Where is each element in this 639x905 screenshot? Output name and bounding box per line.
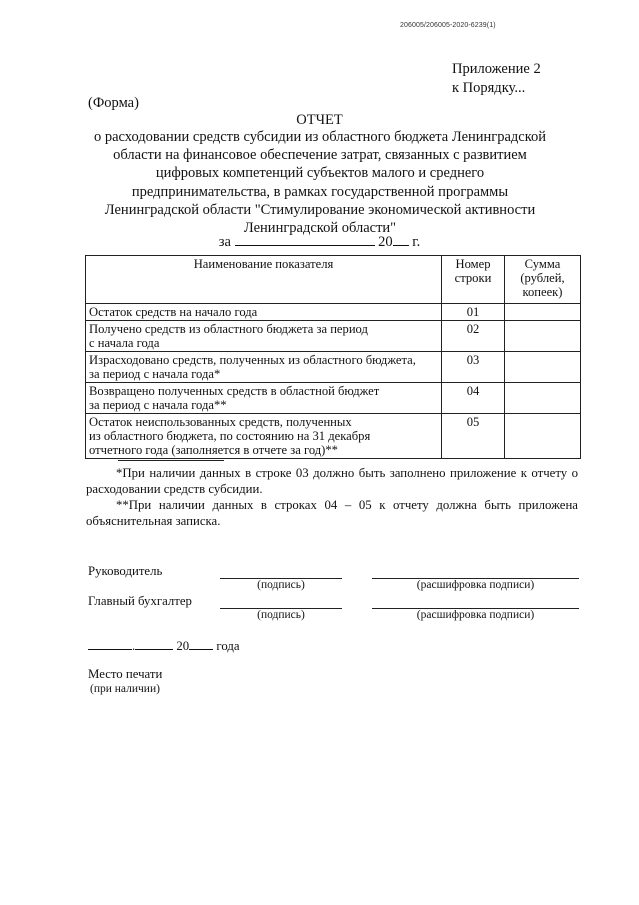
period-prefix: за — [218, 234, 231, 250]
subtitle-line: Ленинградской области" — [243, 220, 397, 237]
date-month-blank[interactable] — [135, 637, 173, 650]
row-indicator — [86, 304, 442, 321]
period-year-prefix: 20 — [378, 234, 393, 250]
row-code: 01 — [442, 304, 505, 321]
head-signature-caption: (подпись) — [257, 579, 305, 591]
stamp-place — [88, 667, 162, 697]
form-label: (Форма) — [88, 95, 139, 111]
subtitle-line: Ленинградской области "Стимулирование экономической активности — [104, 201, 536, 218]
report-subtitle — [70, 128, 570, 237]
footnotes — [86, 465, 578, 529]
table-row — [86, 383, 581, 414]
row-indicator-text: за период с начала года* — [89, 367, 221, 381]
row-sum[interactable] — [505, 414, 581, 459]
header-sum-text: Сумма — [524, 257, 561, 271]
row-sum[interactable] — [505, 383, 581, 414]
header-line-number-text: Номер — [455, 257, 491, 271]
row-indicator — [86, 321, 442, 352]
date-day-blank[interactable] — [88, 637, 132, 650]
row-indicator-text: Остаток средств на начало года — [89, 305, 258, 319]
period-suffix: г. — [412, 234, 421, 250]
accountant-label: Главный бухгалтер — [88, 594, 192, 608]
row-indicator-text: отчетного года (заполняется в отчете за год)** — [89, 443, 338, 457]
footnote-1: *При наличии данных в строке 03 должно быть заполнено приложение к отчету о расходовании средств субсидии. — [86, 466, 578, 496]
subtitle-line: предпринимательства, в рамках государственной программы — [131, 183, 509, 200]
stamp-sub: (при наличии) — [90, 683, 160, 695]
header-line-number-text: строки — [454, 271, 492, 285]
row-sum[interactable] — [505, 304, 581, 321]
footnote-2: **При наличии данных в строках 04 – 05 к отчету должна быть приложена объяснительная записка. — [86, 498, 578, 528]
row-code: 03 — [442, 352, 505, 383]
report-title: ОТЧЕТ — [296, 112, 343, 128]
row-code: 05 — [442, 414, 505, 459]
stamp-label: Место печати — [88, 667, 163, 681]
row-sum[interactable] — [505, 321, 581, 352]
subtitle-line: области на финансовое обеспечение затрат, связанных с развитием — [113, 147, 527, 164]
table-header-row — [86, 256, 581, 304]
table-row — [86, 352, 581, 383]
table-row — [86, 414, 581, 459]
row-indicator-text: за период с начала года** — [89, 398, 227, 412]
row-indicator — [86, 414, 442, 459]
row-indicator-text: Возвращено полученных средств в областной бюджет — [89, 384, 380, 398]
row-indicator — [86, 383, 442, 414]
table-row — [86, 321, 581, 352]
table-row — [86, 304, 581, 321]
row-indicator-text: Остаток неиспользованных средств, полученных — [89, 415, 352, 429]
header-line-number — [442, 256, 505, 304]
date-year-blank[interactable] — [189, 637, 213, 650]
period-blank — [235, 231, 375, 246]
appendix-line-2: к Порядку... — [452, 80, 526, 96]
footnote-separator — [118, 460, 224, 461]
row-code: 04 — [442, 383, 505, 414]
report-table — [85, 255, 581, 459]
subtitle-line: цифровых компетенций субъектов малого и среднего — [155, 165, 485, 182]
row-indicator — [86, 352, 442, 383]
row-code: 02 — [442, 321, 505, 352]
period-year-blank — [393, 231, 409, 246]
row-indicator-text: с начала года — [89, 336, 160, 350]
accountant-signature-caption: (подпись) — [257, 609, 305, 621]
header-sum — [505, 256, 581, 304]
date-line — [88, 637, 240, 654]
row-indicator-text: Получено средств из областного бюджета за период — [89, 322, 368, 336]
header-indicator-name: Наименование показателя — [86, 256, 442, 304]
report-period — [0, 231, 639, 251]
head-label: Руководитель — [88, 564, 163, 578]
date-year-prefix: 20 — [176, 639, 190, 653]
subtitle-line: о расходовании средств субсидии из областного бюджета Ленинградской — [93, 129, 547, 145]
row-indicator-text: Израсходовано средств, полученных из областного бюджета, — [89, 353, 416, 367]
date-separator: . — [132, 639, 136, 653]
appendix-line-1: Приложение 2 — [452, 61, 541, 77]
head-decoding-caption: (расшифровка подписи) — [416, 579, 535, 591]
row-sum[interactable] — [505, 352, 581, 383]
date-suffix: года — [216, 639, 240, 653]
header-sum-text: копеек) — [522, 285, 563, 299]
accountant-decoding-caption: (расшифровка подписи) — [416, 609, 535, 621]
header-sum-text: (рублей, — [520, 271, 565, 285]
row-indicator-text: из областного бюджета, по состоянию на 31 декабря — [89, 429, 371, 443]
document-id: 206005/206005-2020-6239(1) — [400, 22, 496, 29]
